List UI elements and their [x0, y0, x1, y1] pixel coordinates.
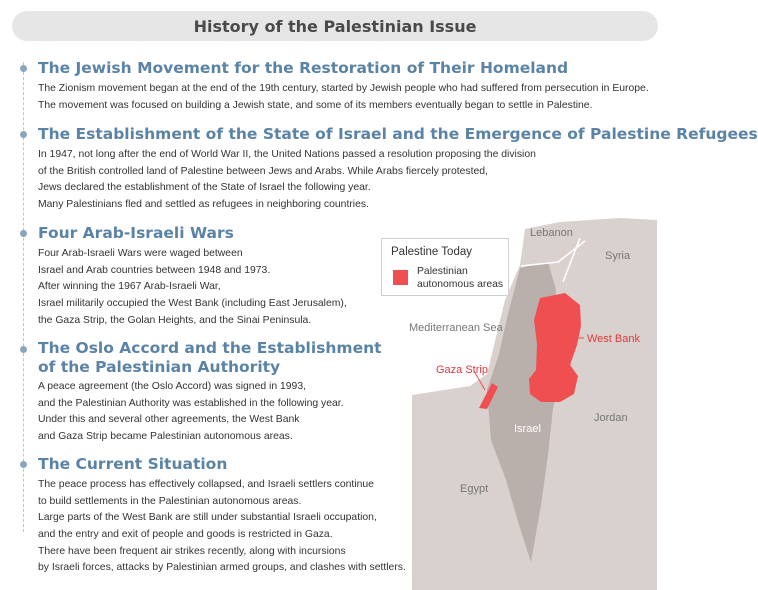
legend-item-label — [417, 265, 503, 291]
section-body-line: Israel and Arab countries between 1948 and 1973. — [38, 264, 271, 276]
section-body-line: The peace process has effectively collapsed, and Israeli settlers continue — [38, 479, 374, 490]
section-body-line: In 1947, not long after the end of World War II, the United Nations passed a resolution proposing the division — [38, 149, 536, 160]
legend-item-line: Palestinian — [417, 266, 468, 277]
section-body-line: Four Arab-Israeli Wars were waged between — [38, 248, 243, 259]
map-label-west-bank: West Bank — [587, 333, 640, 345]
map-label-syria: Syria — [605, 250, 631, 262]
section-body-arab-israeli-wars — [38, 246, 347, 329]
section-body-line: Israel militarily occupied the West Bank (including East Jerusalem), — [38, 298, 347, 310]
section-heading-oslo-accord — [38, 339, 382, 377]
map-label-gaza-strip: Gaza Strip — [436, 364, 488, 376]
section-heading-line: The Oslo Accord and the Establishment — [38, 339, 382, 357]
section-body-line: Jews declared the establishment of the State of Israel the following year. — [38, 182, 371, 194]
section-heading-line: of the Palestinian Authority — [38, 358, 281, 376]
section-body-line: There have been frequent air strikes recently, along with incursions — [38, 545, 346, 557]
map-label-lebanon: Lebanon — [530, 227, 573, 239]
page-title: History of the Palestinian Issue — [193, 16, 477, 36]
section-body-jewish-movement — [38, 81, 649, 114]
section-body-line: Under this and several other agreements, the West Bank — [38, 414, 300, 426]
section-body-line: the Gaza Strip, the Golan Heights, and the Sinai Peninsula. — [38, 314, 312, 326]
section-body-line: A peace agreement (the Oslo Accord) was signed in 1993, — [38, 381, 307, 392]
section-body-line: The Zionism movement began at the end of the 19th century, started by Jewish people who had suffered from persecution in Europe. — [38, 83, 649, 94]
map-label-mediterranean: Mediterranean Sea — [409, 322, 503, 334]
section-heading-arab-israeli-wars: Four Arab-Israeli Wars — [38, 224, 234, 242]
section-heading-jewish-movement: The Jewish Movement for the Restoration of Their Homeland — [38, 59, 569, 77]
legend-title: Palestine Today — [391, 246, 472, 258]
section-body-line: by Israeli forces, attacks by Palestinian armed groups, and clashes with settlers. — [38, 562, 406, 574]
map-label-jordan: Jordan — [594, 412, 628, 424]
map-label-egypt: Egypt — [460, 483, 489, 495]
legend-item-line: autonomous areas — [417, 279, 504, 290]
section-body-current-situation — [38, 477, 406, 577]
section-body-oslo-accord — [38, 379, 344, 446]
section-body-line: Many Palestinians fled and settled as refugees in neighboring countries. — [38, 199, 369, 211]
section-body-line: The movement was focused on building a Jewish state, and some of its members eventually began to settle in Palestine. — [38, 99, 593, 111]
map-legend — [381, 238, 509, 296]
section-body-establishment-israel — [38, 147, 536, 214]
section-heading-establishment-israel: The Establishment of the State of Israel and the Emergence of Palestine Refugees — [38, 125, 758, 143]
map-label-israel: Israel — [514, 423, 541, 435]
section-body-line: Large parts of the West Bank are still under substantial Israeli occupation, — [38, 512, 377, 524]
section-body-line: to build settlements in the Palestinian autonomous areas. — [38, 495, 302, 507]
legend-swatch-autonomous — [393, 270, 408, 285]
section-body-line: After winning the 1967 Arab-Israeli War, — [38, 281, 221, 293]
section-heading-current-situation: The Current Situation — [38, 455, 228, 473]
section-body-line: and the Palestinian Authority was established in the following year. — [38, 397, 344, 409]
section-body-line: and the entry and exit of people and goods is restricted in Gaza. — [38, 529, 333, 541]
section-body-line: and Gaza Strip became Palestinian autonomous areas. — [38, 431, 293, 443]
section-body-line: of the British controlled land of Palestine between Jews and Arabs. While Arabs fiercely protested, — [38, 165, 488, 177]
